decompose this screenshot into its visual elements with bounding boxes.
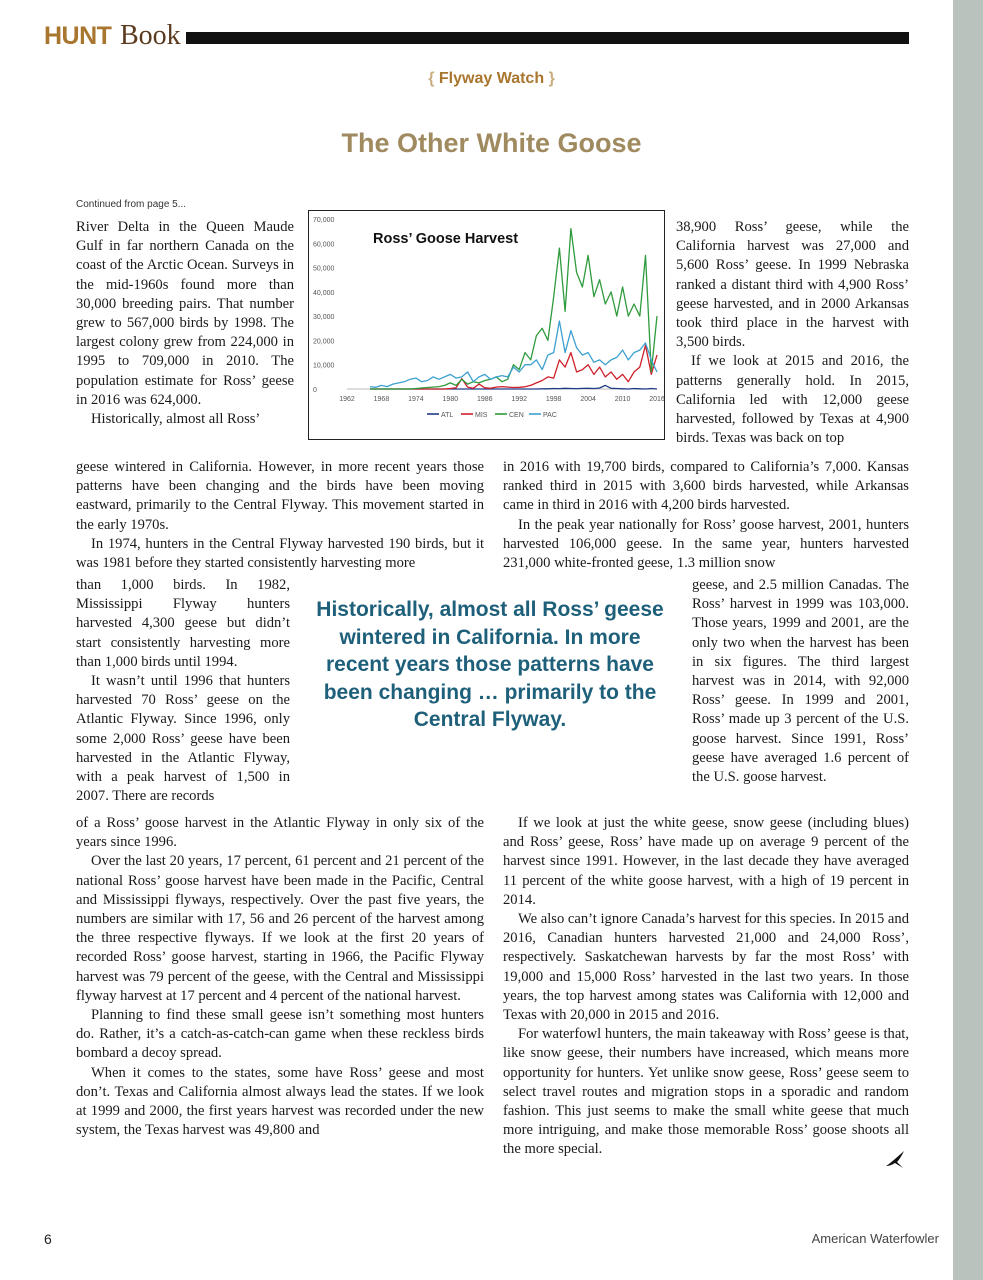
y-tick-label: 20,000 xyxy=(313,338,335,346)
logo-hunt: HUNT xyxy=(44,22,112,50)
x-tick-label: 1974 xyxy=(408,396,424,403)
paragraph: in 2016 with 19,700 birds, compared to California’s 7,000. Kansas ranked third in 2015 with 3,600 birds harvested, while Arkansas came in third in 2016 with 4,200 birds harvested. xyxy=(503,459,909,514)
kicker-brace-left: { xyxy=(428,70,435,87)
kicker-brace-right: } xyxy=(548,70,555,87)
section-header xyxy=(44,20,909,54)
x-tick-label: 1992 xyxy=(511,396,528,403)
y-tick-label: 60,000 xyxy=(313,241,335,249)
legend-label: CEN xyxy=(509,412,524,419)
paragraph: If we look at just the white geese, snow geese (including blues) and Ross’ geese, Ross’ have made up on average 9 percent of the harvest since 1991. However, in the last decade they have averaged 11 percent of the white goose harvest, with a high of 19 percent in 2014. xyxy=(503,815,909,908)
paragraph: of a Ross’ goose harvest in the Atlantic Flyway in only six of the years since 1996. xyxy=(76,815,484,851)
legend-label: PAC xyxy=(543,412,557,419)
y-tick-label: 0 xyxy=(313,387,317,394)
series-line-pac xyxy=(370,321,657,387)
text-right-narrow xyxy=(692,576,909,787)
paragraph: Over the last 20 years, 17 percent, 61 percent and 21 percent of the national Ross’ goose harvest have been made in the Pacific, Central and Mississippi flyways, respectively. Over the past five years, the numbers are similar with 17, 56 and 26 percent of the harvest among the three respective flyways. If we look at the first 20 years of recorded Ross’ goose harvest, starting in 1966, the Pacific Flyway harvest was 79 percent of the geese, with the Central and Mississippi flyway harvest at 17 percent and 4 percent of the national harvest. xyxy=(76,853,484,1004)
paragraph: It wasn’t until 1996 that hunters harvested 70 Ross’ geese on the Atlantic Flyway. Since 1996, only some 2,000 Ross’ geese have been harvested in the Atlantic Flyway, with a peak harvest of 1,500 in 2007. There are records xyxy=(76,673,290,805)
series-line-cen xyxy=(370,229,657,389)
x-tick-label: 1980 xyxy=(442,396,459,403)
text-left-top xyxy=(76,218,294,429)
text-right-bottom xyxy=(503,814,909,1160)
pull-quote: Historically, almost all Ross’ geese wintered in California. In more recent years those patterns have been changing … primarily to the Central Flyway. xyxy=(316,598,664,731)
text-right-wide xyxy=(503,458,909,573)
x-tick-label: 1986 xyxy=(476,396,493,403)
paragraph: 38,900 Ross’ geese, while the California harvest was 27,000 and 5,600 Ross’ geese. In 1999 Nebraska ranked a distant third with 4,900 Ross’ geese harvested, and in 2000 Arkansas took third place in the harvest with 3,500 birds. xyxy=(676,219,909,351)
paragraph: River Delta in the Queen Maude Gulf in far northern Canada on the coast of the Arctic Ocean. Surveys in the mid-1960s found more than 30,000 breeding pairs. That number grew to 567,000 birds by 1998. The largest colony grew from 224,000 in 1995 to 709,000 in 2010. The population estimate for Ross’ geese in 2016 was 624,000. xyxy=(76,219,294,408)
paragraph: If we look at 2015 and 2016, the patterns generally hold. In 2015, California led with 12,000 geese harvested, followed by Texas at 4,900 birds. Texas was back on top xyxy=(676,353,909,447)
paragraph: Planning to find these small geese isn’t something most hunters do. Rather, it’s a catch-as-catch-can game when these reckless birds bombard a decoy spread. xyxy=(76,1007,484,1062)
publication-name: American Waterfowler xyxy=(811,1231,939,1246)
logo-book: Book xyxy=(120,20,181,51)
paragraph: than 1,000 birds. In 1982, Mississippi Flyway hunters harvested 4,300 geese but didn’t start consistently harvesting more than 1,000 birds until 1994. xyxy=(76,577,290,670)
article-title: The Other White Goose xyxy=(341,128,642,158)
x-tick-label: 1968 xyxy=(373,396,390,403)
x-tick-label: 2010 xyxy=(614,396,631,403)
page-margin-left xyxy=(0,0,20,1280)
paragraph: For waterfowl hunters, the main takeaway with Ross’ geese is that, like snow geese, their numbers have increased, which means more opportunity for hunters. Yet unlike snow geese, Ross’ geese seem to select travel routes and migration stops in a sporadic and random fashion. This just seems to make the small white geese that much more intriguing, and make those memorable Ross’ goose shoots all the more special. xyxy=(503,1026,909,1158)
x-tick-label: 2004 xyxy=(580,396,596,403)
harvest-chart xyxy=(308,210,665,440)
page-edge-strip xyxy=(953,0,983,1280)
x-tick-label: 1998 xyxy=(545,396,562,403)
x-tick-label: 1962 xyxy=(339,396,355,403)
paragraph: When it comes to the states, some have Ross’ geese and most don’t. Texas and California almost always lead the states. If we look at 1999 and 2000, the first years harvest was recorded under the new system, the Texas harvest was 49,800 and xyxy=(76,1064,484,1139)
paragraph: In 1974, hunters in the Central Flyway harvested 190 birds, but it was 1981 before they started consistently harvesting more xyxy=(76,535,484,572)
kicker-label: Flyway Watch xyxy=(438,70,545,87)
section-kicker xyxy=(0,70,983,88)
paragraph: In the peak year nationally for Ross’ goose harvest, 2001, hunters harvested 106,000 geese. In the same year, hunters harvested 231,000 white-fronted geese, 1.3 million snow xyxy=(503,516,909,572)
legend-label: ATL xyxy=(441,412,454,419)
y-tick-label: 30,000 xyxy=(313,314,335,322)
text-right-top xyxy=(676,218,909,448)
y-tick-label: 50,000 xyxy=(313,265,335,273)
text-left-narrow xyxy=(76,576,290,806)
x-tick-label: 2016 xyxy=(649,396,664,403)
paragraph: geese, and 2.5 million Canadas. The Ross’ harvest in 1999 was 103,000. Those years, 1999 and 2001, are the only two when the harvest has been in six figures. The third largest harvest was in 2014, with 92,000 Ross’ geese. In 1999 and 2001, Ross’ made up 3 percent of the U.S. goose harvest. Since 1991, Ross’ geese have averaged 1.6 percent of the U.S. goose harvest. xyxy=(692,577,909,786)
y-tick-label: 70,000 xyxy=(313,217,335,224)
legend-label: MIS xyxy=(475,412,488,419)
text-left-wide xyxy=(76,458,484,573)
header-rule xyxy=(186,32,909,44)
y-tick-label: 10,000 xyxy=(313,362,335,370)
y-tick-label: 40,000 xyxy=(313,289,335,297)
text-left-bottom xyxy=(76,814,484,1140)
page-number: 6 xyxy=(44,1231,52,1247)
chart-title: Ross’ Goose Harvest xyxy=(373,231,519,247)
end-mark-bird-icon xyxy=(884,1148,908,1172)
paragraph: Historically, almost all Ross’ xyxy=(91,411,261,428)
paragraph: We also can’t ignore Canada’s harvest for this species. In 2015 and 2016, Canadian hunters harvested 21,000 and 24,000 Ross’, respectively. Saskatchewan harvests by far the most Ross’ with 19,000 and 15,000 Ross’ harvested in the last two years. In those years, the top harvest among states was California with 12,000 and Texas with 20,000 in 2015 and 2016. xyxy=(503,911,909,1024)
paragraph: geese wintered in California. However, in more recent years those patterns have been changing and the birds have been moving eastward, primarily to the Central Flyway. This movement started in the early 1970s. xyxy=(76,459,484,533)
continued-note: Continued from page 5... xyxy=(76,199,187,210)
